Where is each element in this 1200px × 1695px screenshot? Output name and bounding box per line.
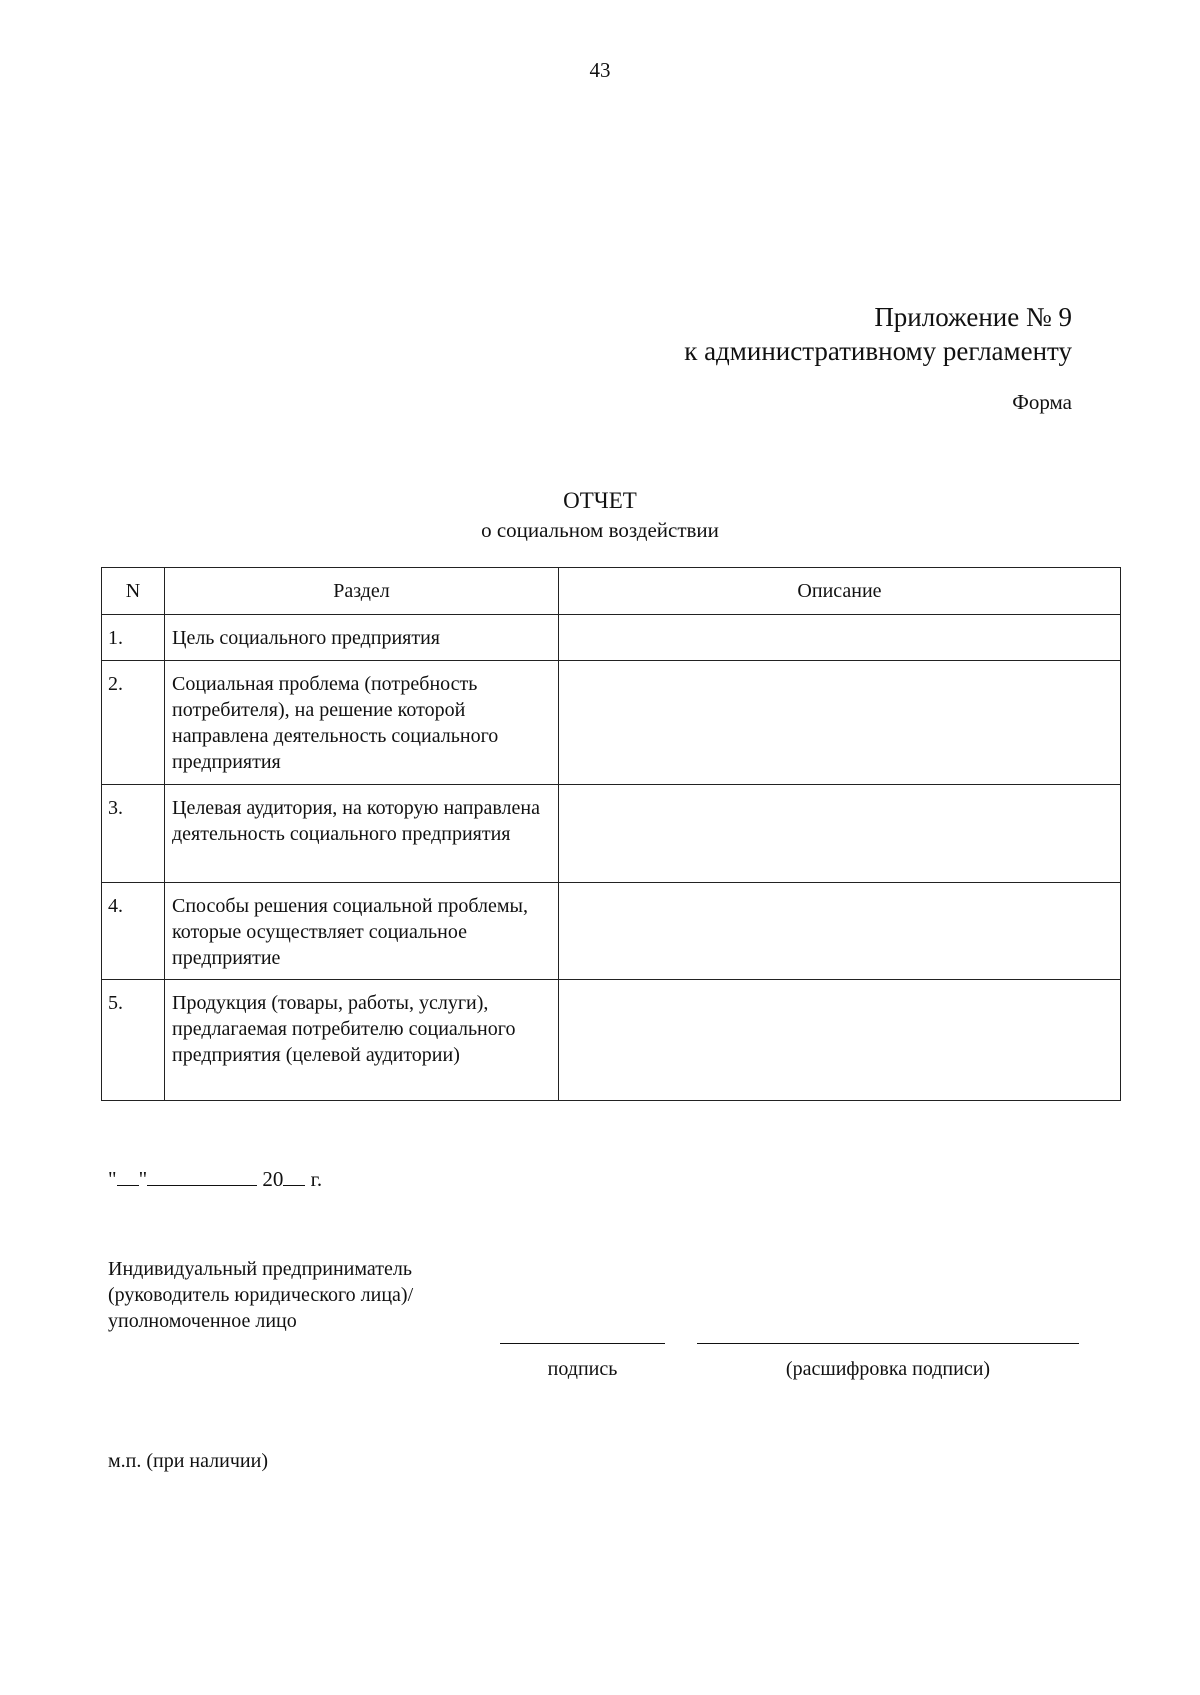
row-num: 2. <box>102 661 165 785</box>
report-table <box>101 567 1121 1101</box>
row-num: 3. <box>102 785 165 883</box>
row-section: Способы решения социальной проблемы, которые осуществляет социальное предприятие <box>165 883 559 980</box>
row-section: Социальная проблема (потребность потребителя), на решение которой направлена деятельность социального предприятия <box>165 661 559 785</box>
day-blank[interactable] <box>117 1165 139 1186</box>
table-row <box>102 785 1121 883</box>
table-row <box>102 615 1121 661</box>
row-description <box>559 785 1121 883</box>
signature-decoding-line[interactable] <box>697 1343 1079 1344</box>
table-row <box>102 980 1121 1101</box>
year-blank[interactable] <box>283 1165 305 1186</box>
date-quote-open: " <box>108 1167 117 1191</box>
report-subtitle: о социальном воздействии <box>481 518 719 542</box>
year-prefix: 20 <box>262 1167 284 1191</box>
signature-line[interactable] <box>500 1343 665 1344</box>
row-section: Целевая аудитория, на которую направлена деятельность социального предприятия <box>165 785 559 883</box>
table-header-row <box>102 568 1121 615</box>
form-label: Форма <box>1012 390 1072 414</box>
header-description: Описание <box>559 568 1121 615</box>
table-row <box>102 883 1121 980</box>
row-num: 1. <box>102 615 165 661</box>
row-description <box>559 661 1121 785</box>
row-section: Продукция (товары, работы, услуги), предлагаемая потребителю социального предприятия (целевой аудитории) <box>165 980 559 1101</box>
month-blank[interactable] <box>147 1165 257 1186</box>
date-quote-close: " <box>138 1167 148 1191</box>
row-section: Цель социального предприятия <box>165 615 559 661</box>
row-num: 5. <box>102 980 165 1101</box>
appendix-title: Приложение № 9 <box>874 302 1072 332</box>
table-row <box>102 661 1121 785</box>
signer-label: Индивидуальный предприниматель (руководитель юридического лица)/уполномоченное лицо <box>108 1258 414 1332</box>
row-num: 4. <box>102 883 165 980</box>
appendix-subtitle: к административному регламенту <box>684 336 1072 366</box>
row-description <box>559 883 1121 980</box>
year-suffix: г. <box>310 1167 323 1191</box>
signature-decoding-caption: (расшифровка подписи) <box>785 1358 991 1380</box>
row-description <box>559 980 1121 1101</box>
signature-caption: подпись <box>547 1358 618 1380</box>
row-description <box>559 615 1121 661</box>
header-section: Раздел <box>165 568 559 615</box>
page-number: 43 <box>589 58 611 82</box>
stamp-note: м.п. (при наличии) <box>108 1450 268 1472</box>
report-title: ОТЧЕТ <box>563 488 637 513</box>
header-num: N <box>102 568 165 615</box>
date-line <box>108 1165 322 1192</box>
